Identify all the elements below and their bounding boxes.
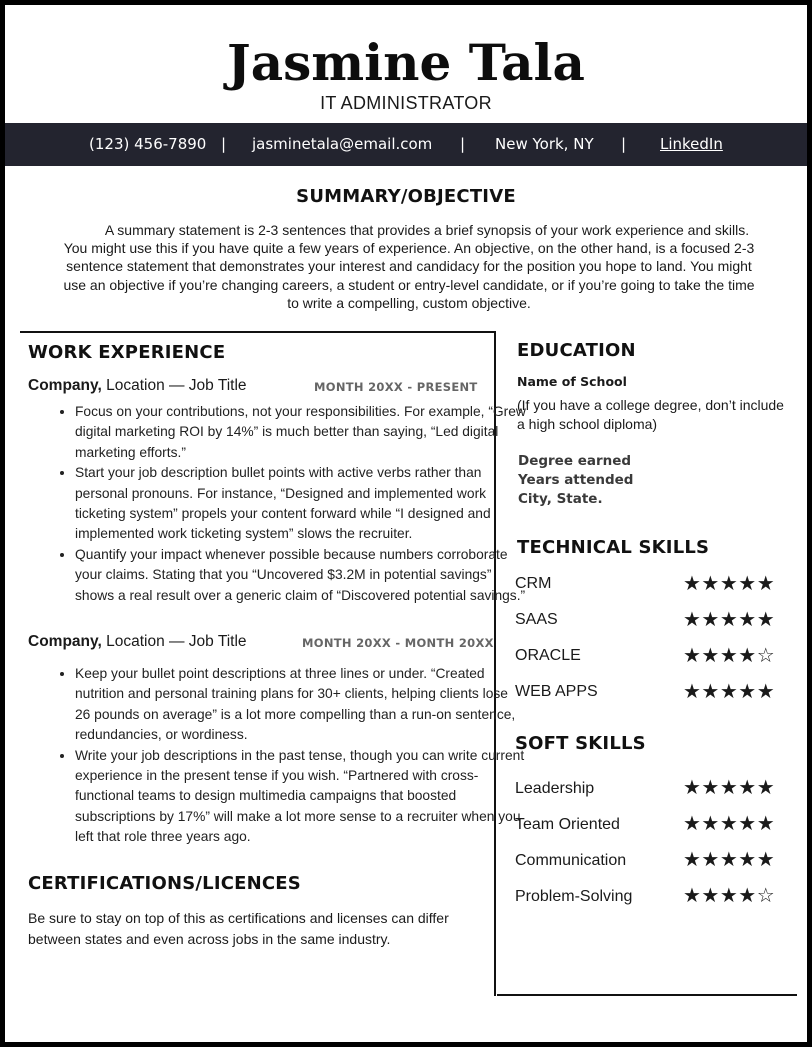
education-note: (If you have a college degree, don’t include a high school diploma) [517,397,784,432]
summary-heading: SUMMARY/OBJECTIVE [296,186,516,207]
job-location-title: Location — Job Title [101,377,247,394]
summary-text: A summary statement is 2-3 sentences that provides a brief synopsis of your work experience and skills. You might use this if you have quite a few years of experience. An objective, on the other hand, is a focused 2-3 sentence statement that demonstrates your interest and candidacy for the position you hope to land. You might use an objective if you’re changing careers, a student or entry-level candidate, or if you’re going to take the time to write a compelling, custom objective. [63,222,755,311]
technical-skills-heading: TECHNICAL SKILLS [517,537,710,558]
star-rating: ★★★★★ [683,607,776,631]
job-bullet: • Focus on your contributions, not your responsibilities. For example, “Grew digital marketing ROI by 14%” is much better than saying, “Led digital marketing efforts.” [75,402,527,463]
contact-bar [5,123,807,166]
star-rating: ★★★★☆ [683,643,776,667]
work-experience-heading: WORK EXPERIENCE [28,342,226,363]
linkedin-link[interactable]: LinkedIn [660,135,723,153]
job-company: Company, [28,633,102,650]
contact-separator: | [221,135,227,153]
contact-separator: | [460,135,466,153]
education-heading: EDUCATION [517,340,636,361]
years-attended: Years attended [518,472,634,488]
job-bullet: • Write your job descriptions in the past tense, though you can write current experience in the present tense if you wish. “Partnered with cross-functional teams to design multimedia campaigns that boosted subscriptions by 17%” will make a lot more sense to a recruiter when you left that role three years ago. [75,746,527,848]
soft-skills-heading: SOFT SKILLS [515,733,646,754]
candidate-title: IT ADMINISTRATOR [320,93,492,113]
job-heading [28,377,247,395]
star-rating: ★★★★★ [683,775,776,799]
job-heading [28,633,247,651]
job-company: Company, [28,377,102,394]
job-dates: MONTH 20XX - MONTH 20XX [302,636,494,650]
skill-label: Communication [515,852,627,869]
certifications-heading: CERTIFICATIONS/LICENCES [28,873,301,894]
job-bullet-list [40,664,527,848]
skill-label: Problem-Solving [515,888,633,905]
contact-email[interactable]: jasminetala@email.com [252,135,433,153]
star-rating: ★★★★★ [683,571,776,595]
skill-label: WEB APPS [515,683,598,700]
job-dates: MONTH 20XX - PRESENT [314,380,478,394]
certifications-text: Be sure to stay on top of this as certifications and licenses can differ between states and even across jobs in the same industry. [28,910,449,947]
skill-label: Team Oriented [515,816,620,833]
skill-label: SAAS [515,611,558,628]
star-rating: ★★★★★ [683,811,776,835]
skill-label: Leadership [515,780,595,797]
job-bullet: • Quantify your impact whenever possible because numbers corroborate your claims. Stating that you “Uncovered $3.2M in potential savings” shows a real result over a generic claim of “Discovered potential savings.” [75,545,527,606]
school-name: Name of School [517,374,627,389]
job-bullet: • Keep your bullet point descriptions at three lines or under. “Created nutrition and personal training plans for 30+ clients, helping clients lose 26 pounds on average” is a lot more compelling than a run-on sentence, redundancies, or wordiness. [75,664,527,746]
contact-separator: | [621,135,627,153]
star-rating: ★★★★☆ [683,883,776,907]
candidate-name: Jasmine Tala [227,33,585,92]
star-rating: ★★★★★ [683,679,776,703]
job-location-title: Location — Job Title [101,633,247,650]
contact-location: New York, NY [495,135,594,153]
school-location: City, State. [518,491,603,507]
contact-phone: (123) 456-7890 [89,135,207,153]
job-bullet-list [40,402,527,606]
star-rating: ★★★★★ [683,847,776,871]
skill-label: CRM [515,575,552,592]
job-bullet: • Start your job description bullet points with active verbs rather than personal pronouns. For instance, “Designed and implemented work ticketing system” propels your content forward while “I designed and implemented work ticketing system” slows the recruiter. [75,463,527,545]
skill-label: ORACLE [515,647,581,664]
degree-earned: Degree earned [518,453,632,469]
